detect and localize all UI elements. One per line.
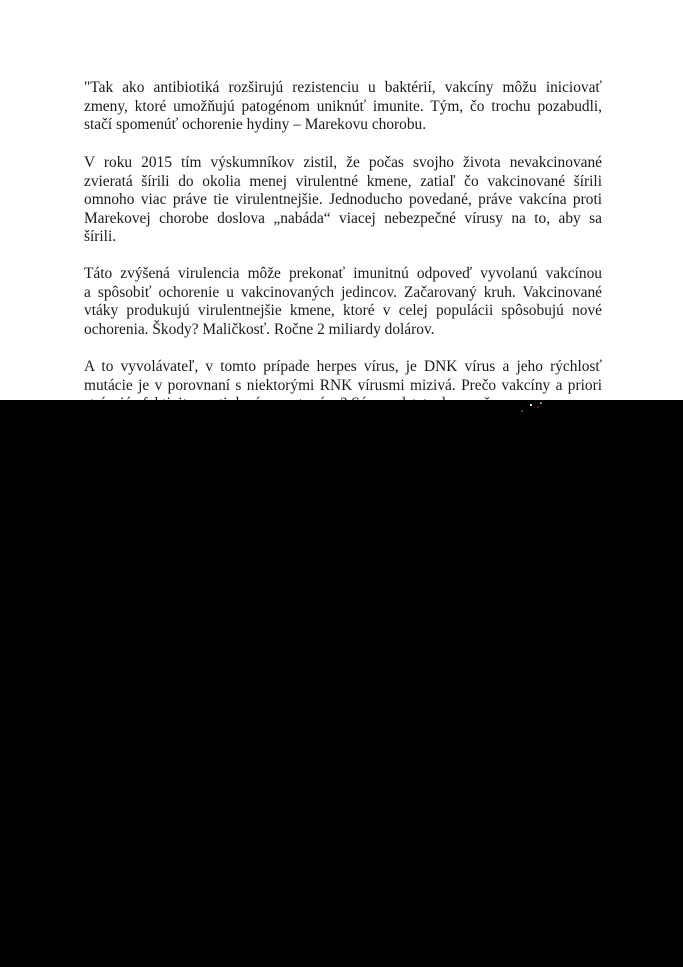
text-line: mutácie je v porovnaní s niektorými RNK vírusmi mizivá. Prečo vakcíny a priori bbox=[84, 376, 602, 394]
paragraph-1 bbox=[84, 79, 602, 135]
text-line: A to vyvolávateľ, v tomto prípade herpes vírus, je DNK vírus a jeho rýchlosť bbox=[84, 358, 602, 375]
text-line: a spôsobiť ochorenie u vakcinovaných jedincov. Začarovaný kruh. Vakcinované bbox=[84, 283, 602, 301]
black-overlay bbox=[0, 402, 683, 967]
render-artifact bbox=[537, 406, 539, 408]
paragraph-2 bbox=[84, 154, 602, 247]
render-artifact bbox=[530, 404, 532, 406]
text-line: zmeny, ktoré umožňujú patogénom uniknúť imunite. Tým, čo trochu pozabudli, bbox=[84, 97, 602, 115]
text-line: zvieratá šírili do okolia menej virulentné kmene, zatiaľ čo vakcinované šírili bbox=[84, 172, 602, 190]
text-line: ochorenia. Škody? Maličkosť. Ročne 2 miliardy dolárov. bbox=[84, 320, 435, 338]
text-line: Táto zvýšená virulencia môže prekonať imunitnú odpoveď vyvolanú vakcínou bbox=[84, 265, 602, 282]
render-artifact bbox=[540, 402, 542, 404]
text-line: V roku 2015 tím výskumníkov zistil, že počas svojho života nevakcinované bbox=[84, 154, 602, 171]
render-artifact bbox=[521, 410, 523, 412]
text-line: "Tak ako antibiotiká rozširujú rezistenciu u baktérií, vakcíny môžu iniciovať bbox=[84, 79, 602, 96]
text-line: vtáky produkujú virulentnejšie kmene, ktoré v celej populácii spôsobujú nové bbox=[84, 302, 602, 320]
text-line: omnoho viac práve tie virulentnejšie. Jednoducho povedané, práve vakcína proti bbox=[84, 191, 602, 209]
text-line: šírili. bbox=[84, 228, 117, 246]
text-line: stačí spomenúť ochorenie hydiny – Marekovu chorobu. bbox=[84, 116, 427, 134]
text-line: Marekovej chorobe doslova „nabáda“ viacej nebezpečné vírusy na to, aby sa bbox=[84, 209, 602, 227]
paragraph-3 bbox=[84, 265, 602, 339]
